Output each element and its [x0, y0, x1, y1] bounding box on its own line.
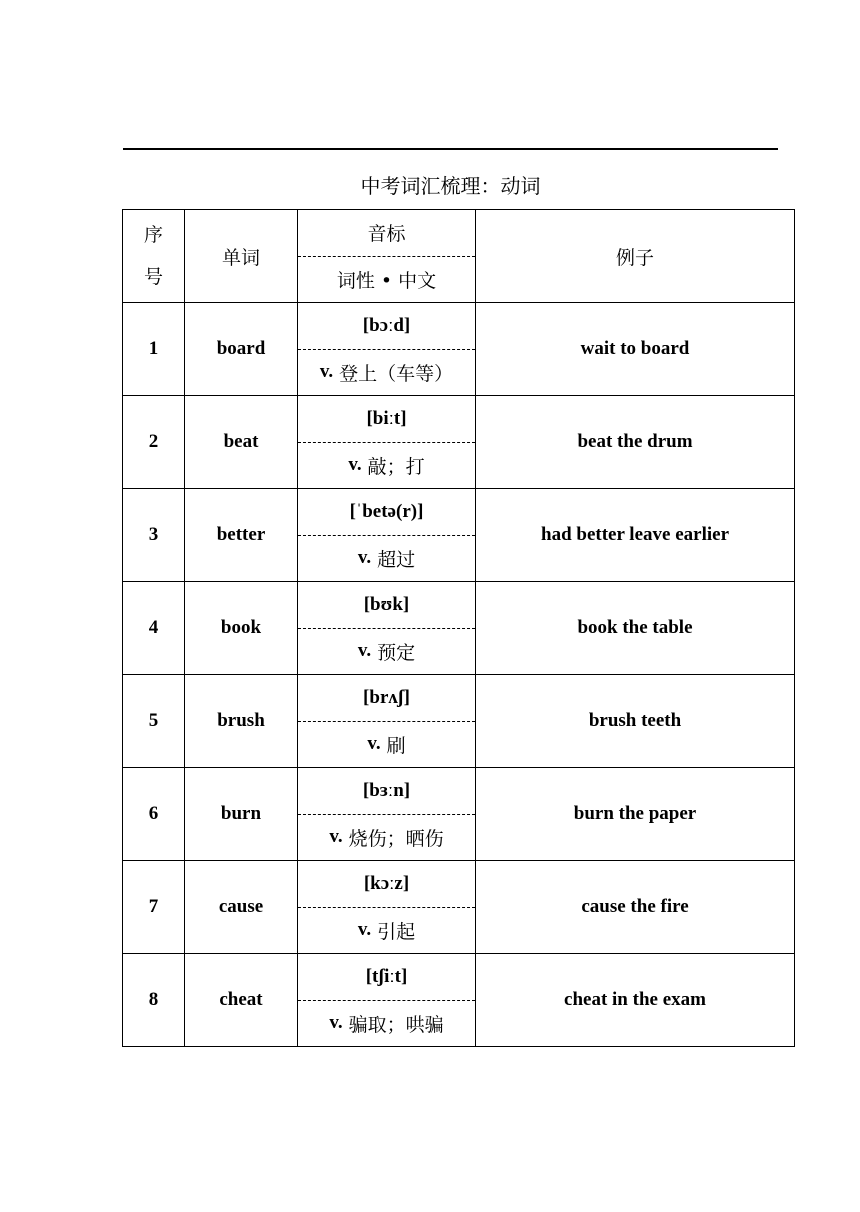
- header-word: 单词: [185, 210, 298, 303]
- row-word: cheat: [185, 954, 298, 1047]
- header-number-line1: 序: [143, 224, 163, 246]
- row-phonetic-meaning: [298, 582, 476, 675]
- table-row: [123, 954, 795, 1047]
- row-chinese-meaning: 烧伤；晒伤: [348, 827, 444, 850]
- row-meaning: [298, 908, 475, 954]
- row-word: board: [185, 303, 298, 396]
- row-example: had better leave earlier: [476, 489, 795, 582]
- row-chinese-meaning: 登上（车等）: [339, 362, 454, 385]
- row-part-of-speech: v.: [367, 733, 381, 755]
- row-meaning: [298, 536, 475, 582]
- row-part-of-speech: v.: [329, 1012, 343, 1034]
- row-chinese-meaning: 刷: [386, 734, 406, 757]
- document-title: 中考词汇梳理：动词: [360, 174, 541, 198]
- vocabulary-table: [122, 209, 795, 1047]
- row-chinese-meaning: 敲；打: [367, 455, 425, 478]
- row-meaning: [298, 815, 475, 861]
- row-phonetic-meaning: [298, 954, 476, 1047]
- row-phonetic-meaning: [298, 675, 476, 768]
- row-part-of-speech: v.: [348, 454, 362, 476]
- table-row: [123, 489, 795, 582]
- row-example: brush teeth: [476, 675, 795, 768]
- row-word: cause: [185, 861, 298, 954]
- row-word: book: [185, 582, 298, 675]
- row-word: beat: [185, 396, 298, 489]
- row-phonetic: [bɔːd]: [298, 303, 475, 350]
- row-number: 3: [123, 489, 185, 582]
- row-word: burn: [185, 768, 298, 861]
- table-row: [123, 675, 795, 768]
- row-part-of-speech: v.: [357, 919, 372, 941]
- table-row: [123, 396, 795, 489]
- row-part-of-speech: v.: [319, 361, 334, 383]
- row-number: 7: [123, 861, 185, 954]
- header-meaning: 词性 • 中文: [336, 269, 437, 292]
- row-number: 1: [123, 303, 185, 396]
- row-part-of-speech: v.: [329, 826, 343, 848]
- table-row: [123, 582, 795, 675]
- row-meaning: [298, 1001, 475, 1047]
- row-phonetic-meaning: [298, 861, 476, 954]
- row-number: 8: [123, 954, 185, 1047]
- row-phonetic: [ˈbetə(r)]: [298, 489, 475, 536]
- row-example: beat the drum: [476, 396, 795, 489]
- row-word: better: [185, 489, 298, 582]
- header-example: 例子: [476, 210, 795, 303]
- table-row: [123, 861, 795, 954]
- top-rule: [123, 148, 778, 150]
- row-phonetic-meaning: [298, 303, 476, 396]
- row-example: book the table: [476, 582, 795, 675]
- row-phonetic: [kɔːz]: [298, 861, 475, 908]
- header-phonetic-meaning: [298, 210, 476, 303]
- row-phonetic-meaning: [298, 396, 476, 489]
- row-part-of-speech: v.: [357, 547, 372, 569]
- row-chinese-meaning: 引起: [377, 920, 416, 943]
- row-example: cause the fire: [476, 861, 795, 954]
- row-word: brush: [185, 675, 298, 768]
- row-example: cheat in the exam: [476, 954, 795, 1047]
- header-number: [123, 210, 185, 303]
- row-meaning: [298, 443, 475, 489]
- header-number-line2: 号: [143, 266, 163, 288]
- row-number: 4: [123, 582, 185, 675]
- header-row: [123, 210, 795, 303]
- table-row: [123, 303, 795, 396]
- row-part-of-speech: v.: [357, 640, 372, 662]
- table-row: [123, 768, 795, 861]
- row-number: 6: [123, 768, 185, 861]
- row-meaning: [298, 350, 475, 396]
- row-number: 5: [123, 675, 185, 768]
- row-phonetic-meaning: [298, 489, 476, 582]
- row-chinese-meaning: 预定: [377, 641, 416, 664]
- row-number: 2: [123, 396, 185, 489]
- row-phonetic: [biːt]: [298, 396, 475, 443]
- row-example: burn the paper: [476, 768, 795, 861]
- row-phonetic: [tʃiːt]: [298, 954, 475, 1001]
- row-phonetic: [brʌʃ]: [298, 675, 475, 722]
- row-chinese-meaning: 超过: [377, 548, 416, 571]
- header-phonetic: 音标: [298, 210, 475, 257]
- row-chinese-meaning: 骗取；哄骗: [348, 1013, 444, 1036]
- row-phonetic: [bɜːn]: [298, 768, 475, 815]
- row-meaning: [298, 722, 475, 768]
- row-example: wait to board: [476, 303, 795, 396]
- row-phonetic-meaning: [298, 768, 476, 861]
- row-meaning: [298, 629, 475, 675]
- row-phonetic: [bʊk]: [298, 582, 475, 629]
